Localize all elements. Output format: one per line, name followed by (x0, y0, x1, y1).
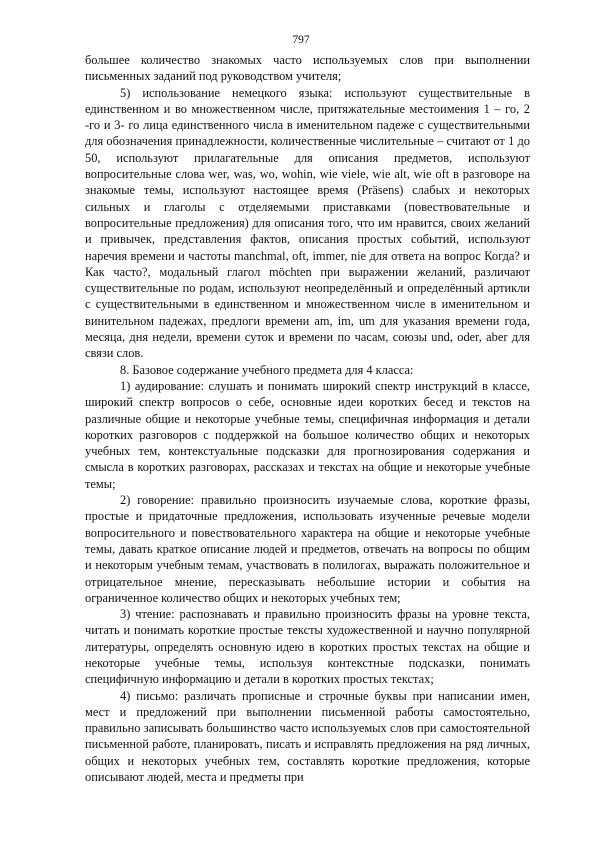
paragraph-3: 8. Базовое содержание учебного предмета для 4 класса: (120, 362, 414, 377)
paragraph-1: большее количество знакомых часто используемых слов при выполнении письменных заданий под руководством учителя; (85, 53, 530, 84)
paragraph-2: 5) использование немецкого языка: используют существительные в единственном и во множественном числе, притяжательные местоимения 1 – го, 2 -го и 3- го лица единственного числа в именительном падеже с существительными для обозначения принадлежности, количественные числительные – считают от 1 до 50, используют прилагательные для описания предметов, используют вопросительные слова wer, was, wo, wohin, wie viele, wie alt, wie oft в разговоре на знакомые темы, используют настоящее время (Präsens) слабых и некоторых сильных и глаголы с отделяемыми приставками (повествовательные и вопросительные предложения) для описания того, что им нравится, своих желаний и привычек, представления фактов, описания простых событий, используют наречия времени и частоты manchmal, oft, immer, nie для ответа на вопрос Когда? и Как часто?, модальный глагол möchten при выражении желаний, различают существительные по родам, используют неопределённый и определённый артикли с существительными в единственном и множественном числе в именительном и винительном падежах, предлоги времени am, im, um для указания времени года, месяца, дня недели, времени суток и времени по часам, союзы und, oder, aber для связи слов. (85, 85, 530, 361)
paragraph-7: 4) письмо: различать прописные и строчные буквы при написании имен, мест и предложений при выполнении письменной работы самостоятельно, правильно записывать большинство часто используемых слов при самостоятельной письменной работе, планировать, писать и исправлять предложения на ряд личных, общих и некоторых учебных тем, составлять короткие предложения, которые описывают людей, места и предметы при (85, 688, 530, 785)
paragraph-5: 2) говорение: правильно произносить изучаемые слова, короткие фразы, простые и придаточные предложения, использовать изученные речевые модели вопросительного и повествовательного характера на общие и некоторые учебные темы, давать краткое описание людей и предметов, отвечать на вопросы по общим и некоторым учебным темам, участвовать в полилогах, выражать положительное и отрицательное мнение, пересказывать небольшие истории и события на ограниченное количество общих и некоторых учебных тем; (85, 493, 530, 605)
page-number: 797 (292, 34, 310, 46)
document-body (85, 52, 530, 785)
paragraph-6: 3) чтение: распознавать и правильно произносить фразы на уровне текста, читать и понимать короткие простые тексты художественной и научно популярной литературы, определять основную идею в коротких простых текстах на общие и некоторые учебные темы, используя контекстные подсказки, понимать специфичную информацию и детали в коротких простых текстах; (85, 607, 530, 687)
paragraph-4: 1) аудирование: слушать и понимать широкий спектр инструкций в классе, широкий спектр вопросов о себе, основные идеи коротких бесед и текстов на различные общие и некоторые учебные темы, специфичная информация и детали коротких разговоров с поддержкой на большое количество общих и некоторых учебных тем, контекстуальные подсказки для прогнозирования содержания и смысла в коротких разговорах, рассказах и текстах на общие и некоторые учебные темы; (85, 378, 530, 491)
